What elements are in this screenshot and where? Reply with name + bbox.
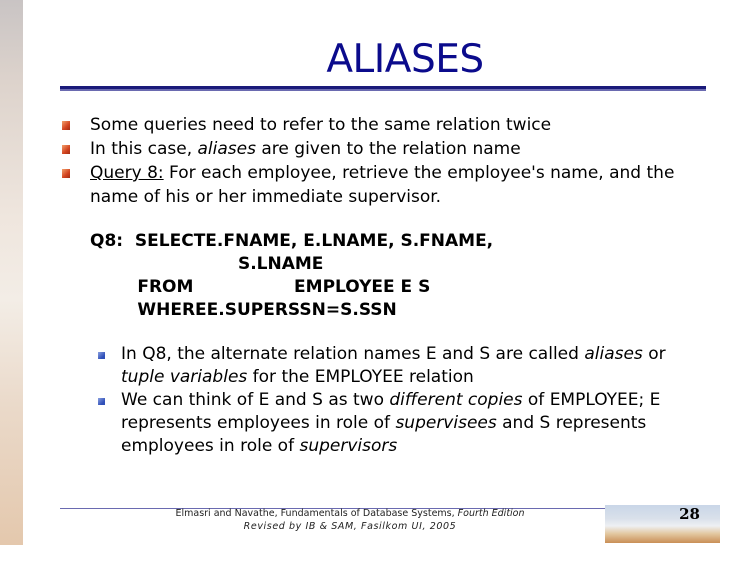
footer-citation-text: Elmasri and Navathe, Fundamentals of Database Systems, bbox=[175, 508, 458, 519]
bullet-square-icon bbox=[62, 145, 70, 154]
sub-bullet-list bbox=[98, 343, 718, 458]
sub-bullet-text: represents employees in role of bbox=[121, 413, 396, 433]
query-line: Q8: SELECTE.FNAME, E.LNAME, S.FNAME, bbox=[90, 231, 494, 251]
bullet-text: Some queries need to refer to the same relation twice bbox=[90, 115, 552, 135]
bullet-item bbox=[62, 137, 712, 161]
sub-bullet-text: and S represents bbox=[496, 413, 647, 433]
query-line: S.LNAME bbox=[90, 254, 324, 274]
footer-revision: Revised by IB & SAM, Fasilkom UI, 2005 bbox=[243, 521, 457, 532]
footer-citation bbox=[165, 507, 535, 533]
bullet-emphasis: aliases bbox=[197, 139, 256, 159]
sql-query bbox=[90, 230, 493, 322]
sub-bullet-emphasis: different copies bbox=[389, 390, 523, 410]
sub-bullet-square-icon bbox=[98, 398, 105, 405]
sub-bullet-emphasis: supervisees bbox=[395, 413, 497, 433]
sub-bullet-emphasis: tuple variables bbox=[121, 367, 248, 387]
bullet-square-icon bbox=[62, 121, 70, 130]
sub-bullet-emphasis: supervisors bbox=[299, 436, 398, 456]
sub-bullet-text: of EMPLOYEE; E bbox=[522, 390, 661, 410]
bullet-text: In this case, bbox=[90, 139, 198, 159]
sub-bullet-item bbox=[98, 343, 718, 389]
sub-bullet-square-icon bbox=[98, 352, 105, 359]
sub-bullet-emphasis: aliases bbox=[584, 344, 643, 364]
slide-title: ALIASES bbox=[326, 37, 484, 82]
bullet-list bbox=[62, 113, 712, 209]
bullet-square-icon bbox=[62, 169, 70, 178]
footer-edition: Fourth Edition bbox=[457, 508, 525, 519]
bullet-item bbox=[62, 161, 712, 209]
bullet-item bbox=[62, 113, 712, 137]
bullet-text: For each employee, retrieve the employee's name, and the bbox=[163, 163, 675, 183]
sub-bullet-text: We can think of E and S as two bbox=[121, 390, 390, 410]
query-line: FROM EMPLOYEE E S bbox=[90, 277, 431, 297]
query-label: Query 8: bbox=[90, 163, 164, 183]
query-line: WHEREE.SUPERSSN=S.SSN bbox=[90, 300, 397, 320]
sub-bullet-item bbox=[98, 389, 718, 458]
bullet-text: name of his or her immediate supervisor. bbox=[90, 187, 442, 207]
sub-bullet-text: In Q8, the alternate relation names E and S are called bbox=[121, 344, 585, 364]
sub-bullet-text: for the EMPLOYEE relation bbox=[247, 367, 474, 387]
bullet-text: are given to the relation name bbox=[255, 139, 521, 159]
title-divider bbox=[60, 86, 706, 91]
sub-bullet-text: or bbox=[642, 344, 666, 364]
sub-bullet-text: employees in role of bbox=[121, 436, 300, 456]
page-number: 28 bbox=[679, 505, 700, 523]
